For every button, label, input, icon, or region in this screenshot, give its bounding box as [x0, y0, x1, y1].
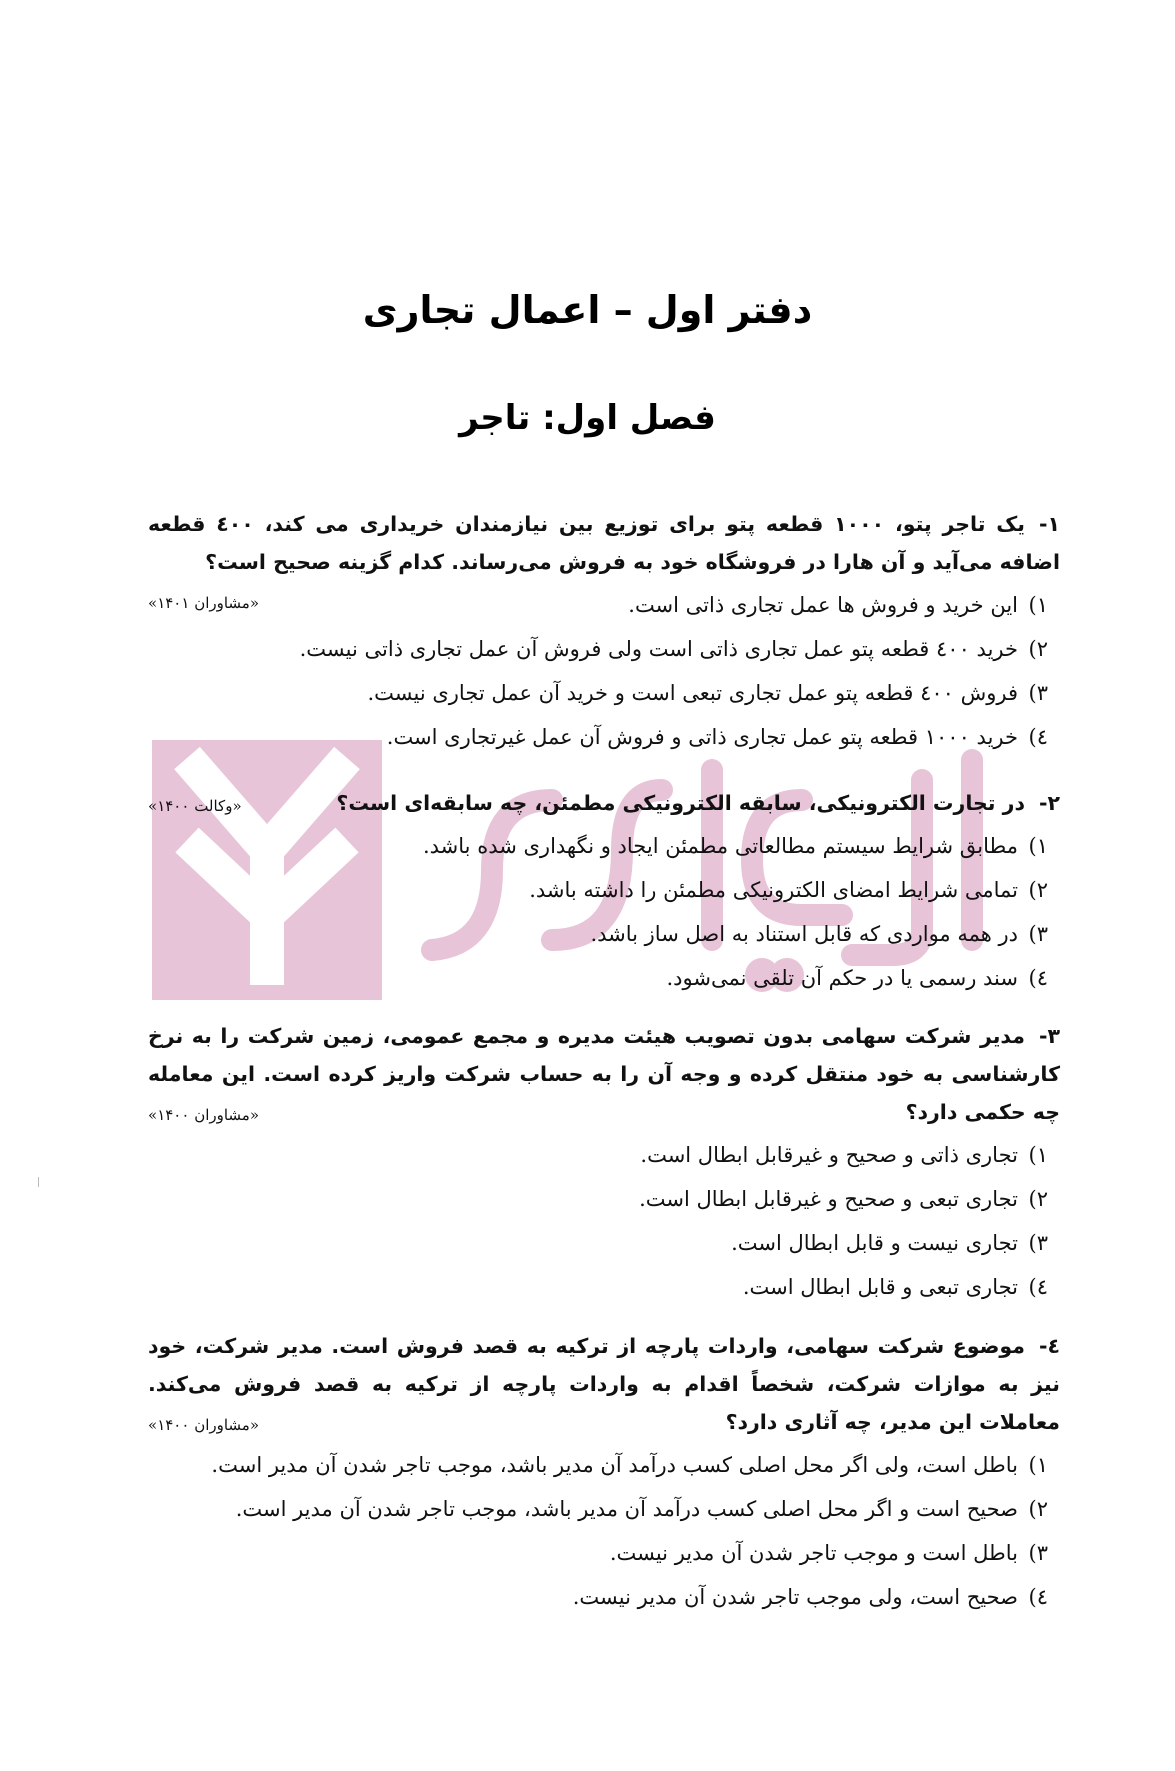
question-number: ٤-	[1038, 1334, 1060, 1358]
question-source: «وکالت ۱۴۰۰»	[148, 797, 242, 815]
option-1: ۱)باطل است، ولی اگر محل اصلی کسب درآمد آن مدیر باشد، موجب تاجر شدن آن مدیر است.	[211, 1453, 1048, 1477]
option-3: ۳)باطل است و موجب تاجر شدن آن مدیر نیست.	[609, 1541, 1048, 1565]
question-stem	[148, 1327, 1060, 1441]
option-2: ۲)تمامی شرایط امضای الکترونیکی مطمئن را داشته باشد.	[529, 878, 1048, 902]
option-1: ۱)این خرید و فروش ها عمل تجاری ذاتی است.	[628, 593, 1048, 617]
question-number: ۱-	[1038, 512, 1060, 536]
question-2	[148, 784, 1060, 1000]
question-4	[148, 1327, 1060, 1619]
question-stem	[148, 784, 1060, 822]
chapter-title: فصل اول: تاجر	[459, 398, 716, 438]
question-source: «مشاوران ۱۴۰۰»	[148, 1416, 260, 1434]
question-text: موضوع شرکت سهامی، واردات پارچه از ترکیه به قصد فروش است. مدیر شرکت، خود نیز به موازات شرکت، شخصاً اقدام به واردات پارچه از ترکیه به قصد فروش می‌کند. معاملات این مدیر، چه آثاری دارد؟	[148, 1334, 1060, 1434]
option-4: ٤)سند رسمی یا در حکم آن تلقی نمی‌شود.	[666, 966, 1048, 990]
question-source: «مشاوران ۱۴۰۱»	[148, 594, 260, 612]
question-text: در تجارت الکترونیکی، سابقه الکترونیکی مطمئن، چه سابقه‌ای است؟	[336, 791, 1025, 815]
options-list	[148, 1443, 1060, 1619]
book-title: دفتر اول – اعمال تجاری	[362, 288, 813, 332]
option-2: ۲)تجاری تبعی و صحیح و غیرقابل ابطال است.	[639, 1187, 1048, 1211]
question-stem	[148, 1017, 1060, 1131]
question-number: ۳-	[1038, 1024, 1060, 1048]
options-list	[148, 824, 1060, 1000]
question-source: «مشاوران ۱۴۰۰»	[148, 1106, 260, 1124]
question-3	[148, 1017, 1060, 1309]
option-4: ٤)تجاری تبعی و قابل ابطال است.	[742, 1275, 1048, 1299]
question-1	[148, 505, 1060, 759]
option-2: ۲)صحیح است و اگر محل اصلی کسب درآمد آن مدیر باشد، موجب تاجر شدن آن مدیر است.	[235, 1497, 1048, 1521]
options-list	[148, 583, 1060, 759]
question-text: یک تاجر پتو، ۱۰۰۰ قطعه پتو برای توزیع بین نیازمندان خریداری می کند، ٤٠٠ قطعه اضافه می‌آید و آن هارا در فروشگاه خود به فروش می‌رساند. کدام گزینه صحیح است؟	[148, 512, 1060, 574]
option-1: ۱)مطابق شرایط سیستم مطالعاتی مطمئن ایجاد و نگهداری شده باشد.	[422, 834, 1048, 858]
option-1: ۱)تجاری ذاتی و صحیح و غیرقابل ابطال است.	[640, 1143, 1048, 1167]
question-number: ۲-	[1038, 791, 1060, 815]
option-4: ٤)صحیح است، ولی موجب تاجر شدن آن مدیر نیست.	[572, 1585, 1048, 1609]
margin-mark	[38, 1177, 39, 1187]
option-2: ۲)خرید ٤٠٠ قطعه پتو عمل تجاری ذاتی است ولی فروش آن عمل تجاری ذاتی نیست.	[299, 637, 1048, 661]
option-3: ۳)فروش ٤٠٠ قطعه پتو عمل تجاری تبعی است و خرید آن عمل تجاری نیست.	[367, 681, 1048, 705]
question-text: مدیر شرکت سهامی بدون تصویب هیئت مدیره و مجمع عمومی، زمین شرکت را به نرخ کارشناسی به خود منتقل کرده و وجه آن را به حساب شرکت واریز کرده است. این معامله چه حکمی دارد؟	[148, 1024, 1060, 1124]
options-list	[148, 1133, 1060, 1309]
option-3: ۳)تجاری نیست و قابل ابطال است.	[731, 1231, 1048, 1255]
option-4: ٤)خرید ۱۰۰۰ قطعه پتو عمل تجاری ذاتی و فروش آن عمل غیرتجاری است.	[386, 725, 1048, 749]
option-3: ۳)در همه مواردی که قابل استناد به اصل ساز باشد.	[590, 922, 1048, 946]
